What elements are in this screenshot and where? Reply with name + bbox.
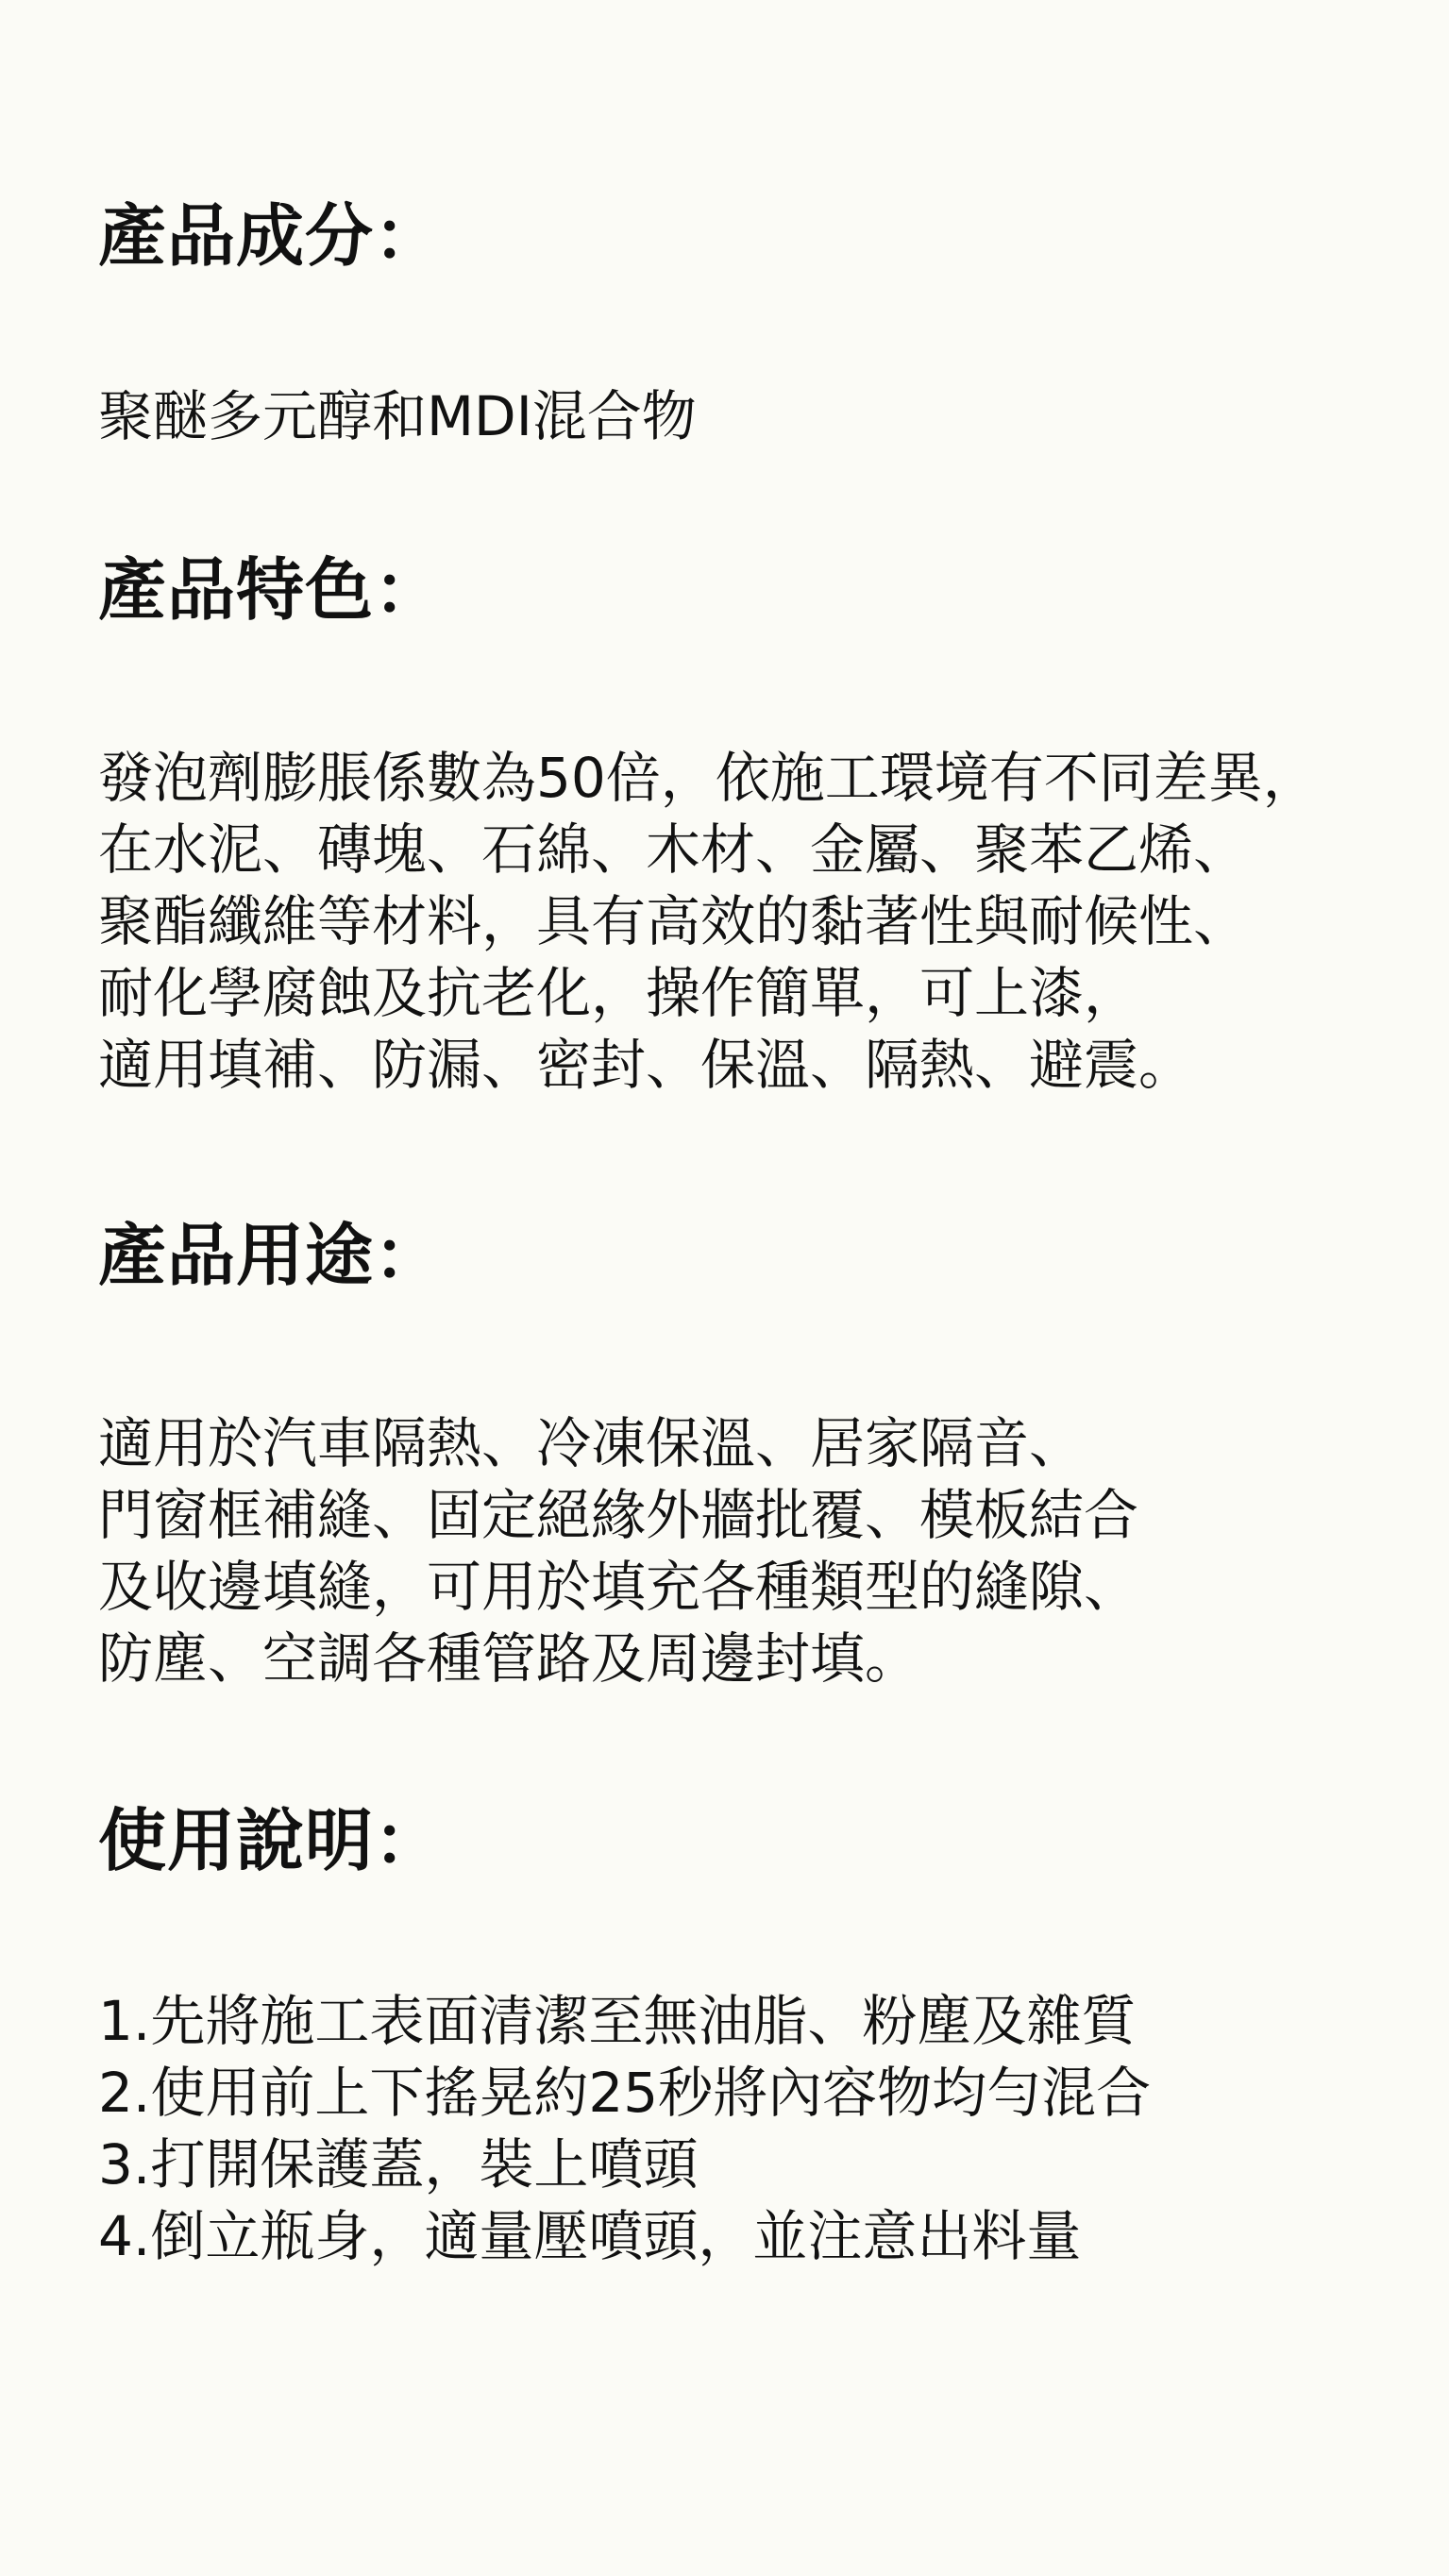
section-features (98, 547, 1430, 1101)
section-instructions (98, 1798, 1430, 2272)
instruction-step: 4.倒立瓶身，適量壓噴頭，並注意出料量 (98, 2204, 1082, 2268)
usage-line: 防塵、空調各種管路及周邊封填。 (98, 1626, 920, 1691)
usage-line: 適用於汽車隔熱、冷凍保溫、居家隔音、 (98, 1411, 1085, 1475)
section-usage (98, 1213, 1430, 1694)
features-line: 發泡劑膨脹係數為50倍，依施工環境有不同差異， (98, 746, 1318, 810)
features-line: 耐化學腐蝕及抗老化，操作簡單，可上漆， (98, 961, 1139, 1025)
usage-line: 及收邊填縫，可用於填充各種類型的縫隙、 (98, 1555, 1139, 1619)
usage-text (98, 1407, 1430, 1694)
usage-line: 門窗框補縫、固定絕緣外牆批覆、模板結合 (98, 1483, 1139, 1547)
instructions-text (98, 1985, 1430, 2272)
features-line: 聚酯纖維等材料，具有高效的黏著性與耐候性、 (98, 889, 1249, 953)
heading-usage: 產品用途： (98, 1216, 444, 1295)
section-ingredients (98, 194, 1430, 452)
instruction-step: 3.打開保護蓋，裝上噴頭 (98, 2132, 699, 2197)
ingredients-text (98, 380, 1430, 452)
features-line: 在水泥、磚塊、石綿、木材、金屬、聚苯乙烯、 (98, 817, 1249, 882)
features-text (98, 742, 1430, 1101)
heading-features: 產品特色： (98, 550, 444, 630)
heading-ingredients: 產品成分： (98, 196, 444, 276)
instruction-step: 2.使用前上下搖晃約25秒將內容物均勻混合 (98, 2061, 1152, 2125)
features-line: 適用填補、防漏、密封、保溫、隔熱、避震。 (98, 1033, 1194, 1097)
heading-instructions: 使用說明： (98, 1801, 444, 1880)
ingredients-line: 聚醚多元醇和MDI混合物 (98, 384, 697, 448)
instruction-step: 1.先將施工表面清潔至無油脂、粉塵及雜質 (98, 1989, 1137, 2053)
